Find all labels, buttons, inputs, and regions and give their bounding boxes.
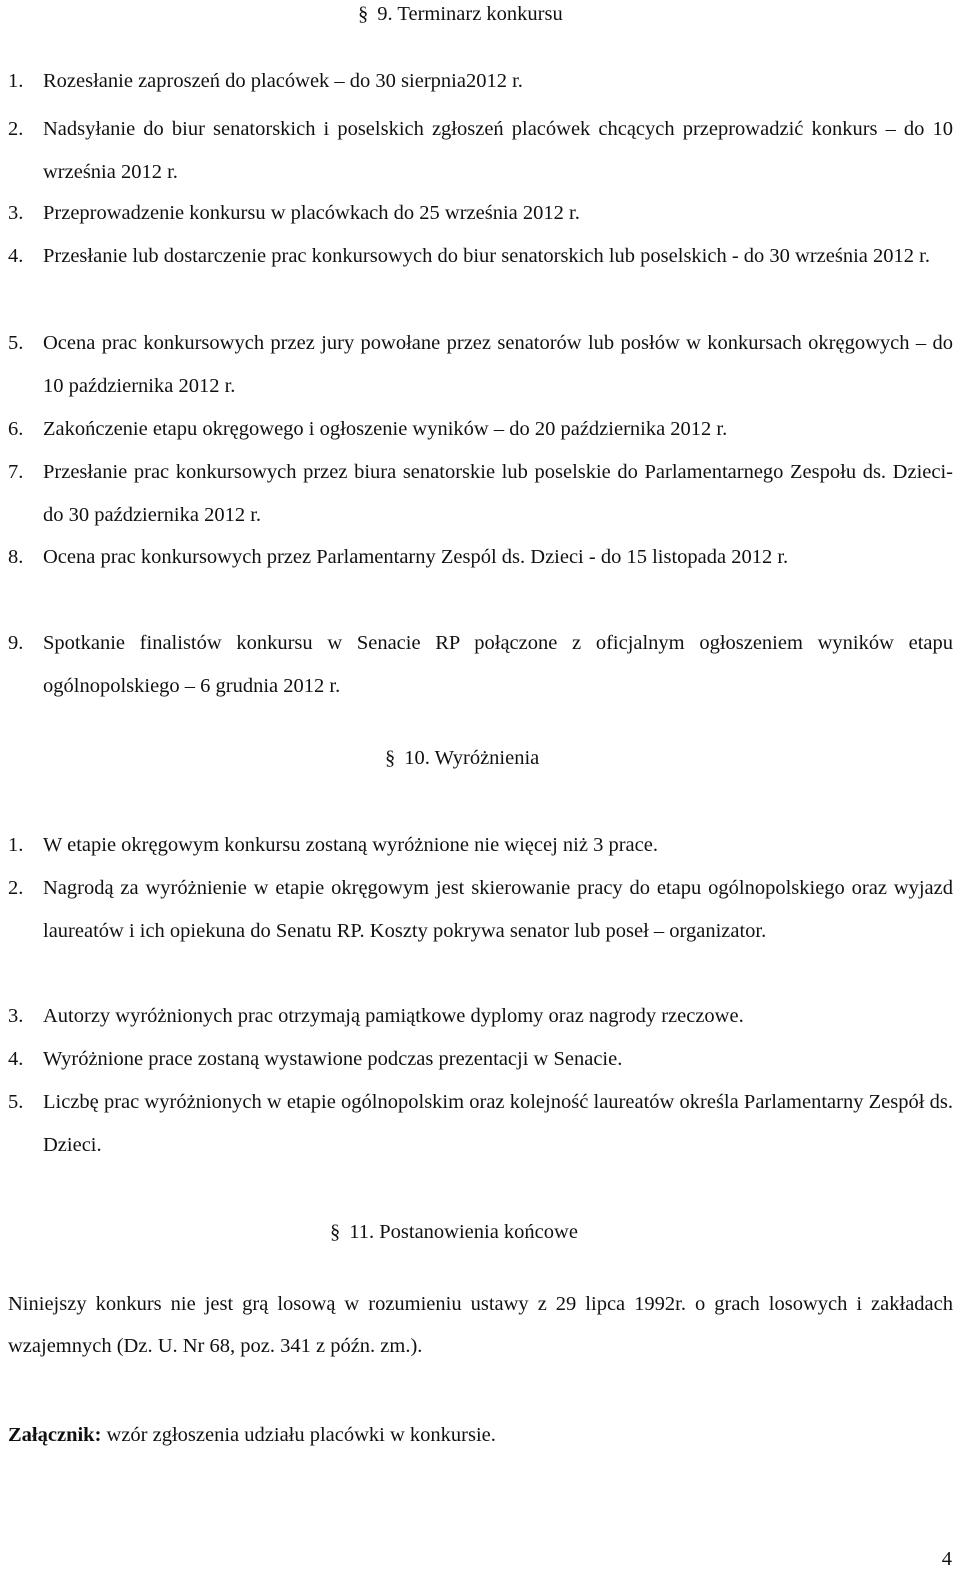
schedule-item-8 [8, 536, 953, 579]
final-provisions-paragraph: Niniejszy konkurs nie jest grą losową w rozumieniu ustawy z 29 lipca 1992r. o grach losowych i zakładach wzajemnych (Dz. U. Nr 68, poz. 341 z późn. zm.). [8, 1293, 953, 1357]
schedule-item-3 [8, 192, 953, 235]
item-number: 2. [8, 877, 24, 899]
item-number: 3. [8, 202, 24, 224]
item-text: Przesłanie prac konkursowych przez biura senatorskie lub poselskie do Parlamentarnego Zespołu ds. Dzieci- do 30 października 2012 r. [43, 461, 953, 526]
attachment-label: Załącznik: [8, 1424, 102, 1446]
item-number: 1. [8, 834, 24, 856]
item-text: Autorzy wyróżnionych prac otrzymają pamiątkowe dyplomy oraz nagrody rzeczowe. [43, 1005, 744, 1027]
item-text: W etapie okręgowym konkursu zostaną wyróżnione nie więcej niż 3 prace. [43, 834, 658, 856]
attachment-text: wzór zgłoszenia udziału placówki w konkursie. [101, 1424, 496, 1446]
award-item-1 [8, 824, 953, 867]
item-number: 4. [8, 245, 24, 267]
item-text: Przeprowadzenie konkursu w placówkach do 25 września 2012 r. [43, 202, 580, 224]
item-text: Ocena prac konkursowych przez Parlamentarny Zespól ds. Dzieci - do 15 listopada 2012 r. [43, 546, 789, 568]
item-number: 2. [8, 118, 24, 140]
item-text: Liczbę prac wyróżnionych w etapie ogólnopolskim oraz kolejność laureatów określa Parlamentarny Zespół ds. Dzieci. [43, 1091, 953, 1156]
schedule-item-2 [8, 108, 953, 193]
item-text: Ocena prac konkursowych przez jury powołane przez senatorów lub posłów w konkursach okręgowych – do 10 października 2012 r. [43, 332, 953, 397]
award-item-5 [8, 1081, 953, 1166]
section-10-title: 10. Wyróżnienia [404, 747, 540, 769]
award-item-2 [8, 867, 953, 952]
item-text: Nagrodą za wyróżnienie w etapie okręgowym jest skierowanie pracy do etapu ogólnopolskiego oraz wyjazd laureatów i ich opiekuna do Senatu RP. Koszty pokrywa senator lub poseł – organizator. [43, 877, 953, 942]
section-11-title: 11. Postanowienia końcowe [349, 1221, 578, 1243]
item-number: 3. [8, 1005, 24, 1027]
item-number: 1. [8, 70, 24, 92]
schedule-item-9 [8, 622, 953, 707]
item-text: Spotkanie finalistów konkursu w Senacie RP połączone z oficjalnym ogłoszeniem wyników etapu ogólnopolskiego – 6 grudnia 2012 r. [43, 632, 953, 697]
item-number: 7. [8, 461, 24, 483]
schedule-item-7 [8, 451, 953, 536]
section-symbol: § [358, 3, 369, 25]
attachment-note [8, 1424, 496, 1446]
item-number: 9. [8, 632, 24, 654]
award-item-3 [8, 995, 953, 1038]
section-symbol: § [330, 1221, 341, 1243]
section-10-heading [385, 747, 539, 769]
item-number: 4. [8, 1048, 24, 1070]
item-text: Rozesłanie zaproszeń do placówek – do 30 sierpnia2012 r. [43, 70, 523, 92]
section-9-heading [358, 3, 563, 25]
page-number: 4 [941, 1548, 952, 1570]
item-number: 8. [8, 546, 24, 568]
item-text: Zakończenie etapu okręgowego i ogłoszenie wyników – do 20 października 2012 r. [43, 418, 728, 440]
section-9-title: 9. Terminarz konkursu [377, 3, 563, 25]
item-text: Wyróżnione prace zostaną wystawione podczas prezentacji w Senacie. [43, 1048, 623, 1070]
section-symbol: § [385, 747, 396, 769]
item-text: Nadsyłanie do biur senatorskich i poselskich zgłoszeń placówek chcących przeprowadzić konkurs – do 10 września 2012 r. [43, 118, 953, 183]
section-11-heading [330, 1221, 578, 1243]
item-number: 6. [8, 418, 24, 440]
award-item-4 [8, 1038, 953, 1081]
item-text: Przesłanie lub dostarczenie prac konkursowych do biur senatorskich lub poselskich - do 30 września 2012 r. [43, 245, 930, 267]
schedule-item-1 [8, 60, 953, 103]
schedule-item-6 [8, 408, 953, 451]
item-number: 5. [8, 1091, 24, 1113]
item-number: 5. [8, 332, 24, 354]
schedule-item-5 [8, 322, 953, 407]
schedule-item-4 [8, 235, 953, 278]
